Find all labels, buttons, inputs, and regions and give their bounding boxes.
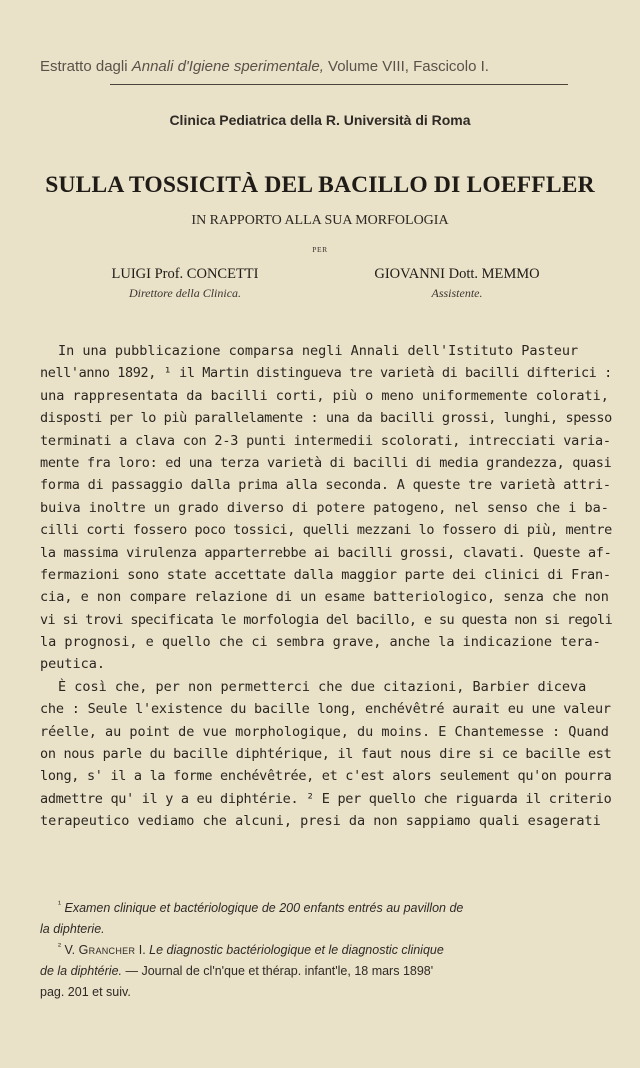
author-name: GIOVANNI Dott. MEMMO (374, 266, 540, 282)
article-subtitle: IN RAPPORTO ALLA SUA MORFOLOGIA (191, 213, 449, 228)
author-memmo (332, 266, 582, 301)
running-head-suffix: Volume VIII, Fascicolo I. (323, 58, 489, 75)
author-role: Assistente. (431, 286, 483, 300)
header-rule (110, 84, 568, 85)
footnote-1-line (40, 898, 616, 919)
byline-per: PER (312, 245, 328, 254)
footnote-1-line (40, 919, 616, 940)
journal-name: Annali d'Igiene sperimentale, (131, 58, 324, 75)
author-concetti (60, 266, 310, 301)
footnote-2-mid: I. (135, 943, 150, 957)
body-line: disposti per lo più parallelamente : una da bacilli grossi, lunghi, spesso (40, 410, 612, 427)
body-line: admettre qu' il y a eu diphtérie. ² E per quello che riguarda il criterio (40, 790, 612, 807)
footnote-2-title: de la diphtérie. (40, 964, 123, 978)
footnote-2-prefix: V. (64, 943, 79, 957)
footnote-1-text: la diphterie. (40, 922, 105, 936)
body-line: terminati a clava con 2-3 punti intermedii scolorati, intrecciati varia- (40, 432, 611, 449)
running-head-prefix: Estratto dagli (40, 58, 132, 75)
body-line: una rappresentata da bacilli corti, più o meno uniformemente colorati, (40, 387, 609, 404)
body-line: long, s' il a la forme enchévêtrée, et c'est alors seulement qu'on pourra (40, 768, 612, 785)
footnote-1-mark: ¹ (58, 899, 61, 909)
body-line: che : Seule l'existence du bacille long, enchévêtré aurait eu une valeur (40, 701, 611, 718)
clinic-heading: Clinica Pediatrica della R. Università di Roma (169, 112, 471, 128)
footnote-2-author: Grancher (78, 943, 136, 957)
body-text (40, 340, 616, 833)
article-title: SULLA TOSSICITÀ DEL BACILLO DI LOEFFLER (45, 172, 595, 198)
footnote-2-journal: — Journal de cl'n'que et thérap. infant'le, 18 mars 1898' (122, 964, 434, 978)
body-line: réelle, au point de vue morphologique, du moins. E Chantemesse : Quand (40, 723, 609, 740)
author-role: Direttore della Clinica. (128, 286, 242, 300)
body-line: terapeutico vediamo che alcuni, presi da non sappiamo quali esagerati (40, 813, 601, 830)
footnote-2-line (40, 961, 616, 982)
footnote-2-title: Le diagnostic bactériologique et le diagnostic clinique (149, 943, 444, 957)
body-line: mente fra loro: ed una terza varietà di bacilli di media grandezza, quasi (40, 454, 612, 471)
body-line: È così che, per non permetterci che due citazioni, Barbier diceva (58, 678, 587, 695)
footnote-2-line: pag. 201 et suiv. (40, 985, 131, 999)
body-line: buiva inoltre un grado diverso di potere patogeno, nel senso che i ba- (40, 499, 609, 516)
body-line: forma di passaggio dalla prima alla seconda. A queste tre varietà attri- (40, 477, 611, 494)
body-line: cia, e non compare relazione di un esame batteriologico, senza che non (40, 589, 609, 606)
footnote-1-text: Examen clinique et bactériologique de 200 enfants entrés au pavillon de (64, 901, 464, 915)
author-name: LUIGI Prof. CONCETTI (111, 266, 259, 282)
body-line: peutica. (40, 656, 106, 673)
footnote-2-mark: ² (58, 941, 61, 951)
footnotes (40, 898, 616, 1003)
body-line: la massima virulenza apparterrebbe ai bacilli grossi, clavati. Queste af- (40, 544, 612, 561)
footnote-2-line (40, 940, 616, 961)
running-head (40, 58, 626, 75)
body-line: cilli corti fossero poco tossici, quelli mezzani lo fossero di più, mentre (40, 522, 612, 539)
body-line: la prognosi, e quello che ci sembra grave, anche la indicazione tera- (40, 634, 601, 651)
body-line: nell'anno 1892, ¹ il Martin distingueva tre varietà di bacilli difterici : (40, 365, 612, 382)
body-line: In una pubblicazione comparsa negli Annali dell'Istituto Pasteur (58, 343, 579, 359)
body-line: fermazioni sono state accettate dalla maggior parte dei clinici di Fran- (40, 566, 611, 583)
body-line: vi si trovi specificata le morfologia del bacillo, e su questa non si regoli (40, 611, 613, 628)
body-line: on nous parle du bacille diphtérique, il faut nous dire si ce bacille est (40, 746, 612, 763)
